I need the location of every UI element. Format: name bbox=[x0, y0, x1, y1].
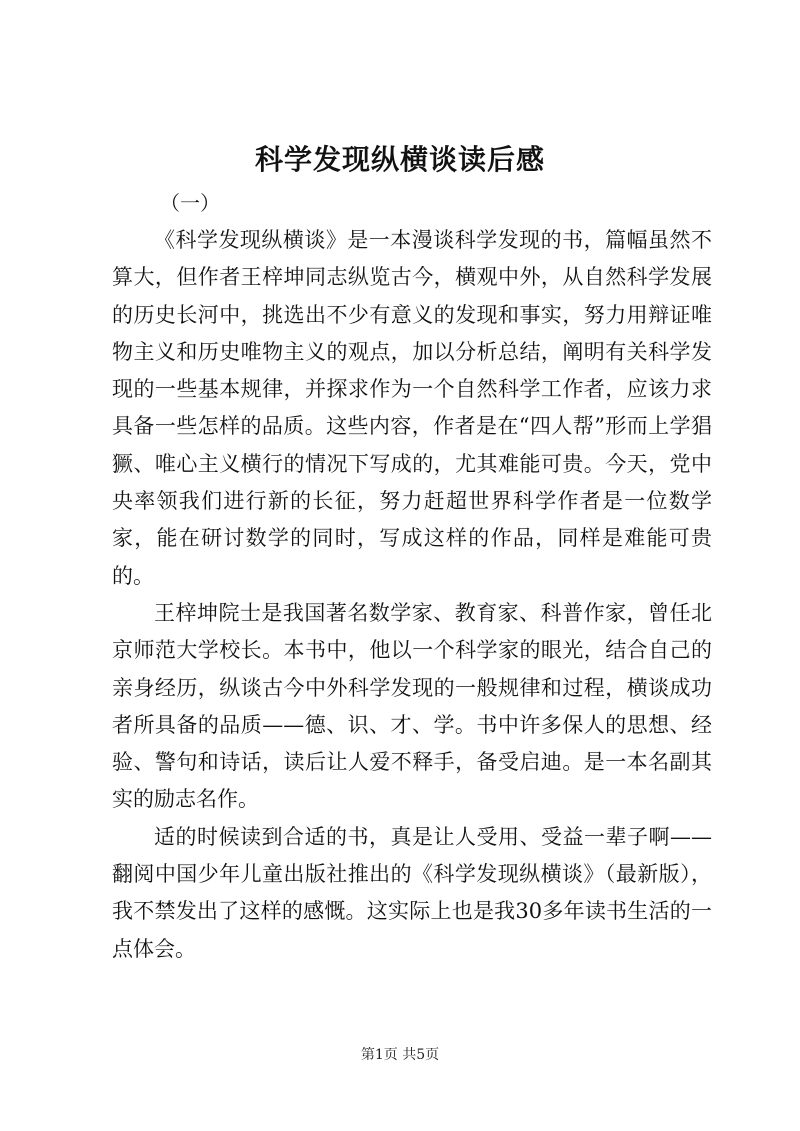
section-marker: （一） bbox=[160, 191, 220, 215]
paragraph-3: 适的时候读到合适的书，真是让人受用、受益一辈子啊——翻阅中国少年儿童出版社推出的《科学发现纵横谈》（最新版），我不禁发出了这样的感慨。这实际上也是我30多年读书生活的一点体会。 bbox=[112, 824, 712, 961]
page-title: 科学发现纵横谈读后感 bbox=[254, 143, 545, 176]
page-footer: 第1页 共5页 bbox=[360, 1047, 440, 1063]
body-text bbox=[112, 222, 712, 968]
paragraph-2: 王梓坤院士是我国著名数学家、教育家、科普作家，曾任北京师范大学校长。本书中，他以一个科学家的眼光，结合自己的亲身经历，纵谈古今中外科学发现的一般规律和过程，横谈成功者所具备的品质——德、识、才、学。书中许多保人的思想、经验、警句和诗话，读后让人爱不释手，备受启迪。是一本名副其实的励志名作。 bbox=[112, 600, 712, 812]
paragraph-1: 《科学发现纵横谈》是一本漫谈科学发现的书，篇幅虽然不算大，但作者王梓坤同志纵览古今，横观中外，从自然科学发展的历史长河中，挑选出不少有意义的发现和事实，努力用辩证唯物主义和历史唯物主义的观点，加以分析总结，阐明有关科学发现的一些基本规律，并探求作为一个自然科学工作者，应该力求具备一些怎样的品质。这些内容，作者是在“四人帮”形而上学猖獗、唯心主义横行的情况下写成的，尤其难能可贵。今天，党中央率领我们进行新的长征，努力赶超世界科学作者是一位数学家，能在研讨数学的同时，写成这样的作品，同样是难能可贵的。 bbox=[112, 228, 712, 588]
